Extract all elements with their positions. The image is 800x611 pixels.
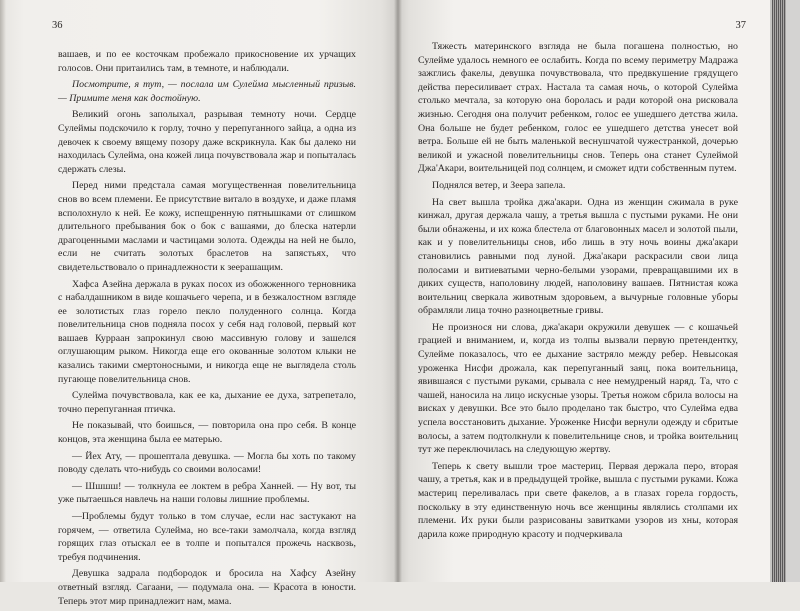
right-page-text [418,40,738,544]
left-page-text [58,48,356,611]
book-page-edges [770,0,800,582]
paragraph: Сулейма почувствовала, как ее ка, дыхание ее духа, затрепетало, точно перепуганная птичка. [58,390,356,415]
paragraph: Не показывай, что боишься, — повторила она про себя. В конце концов, эта женщина была ее матерью. [58,420,356,446]
paragraph: Девушка задрала подбородок и бросила на Хафсу Азейну ответный взгляд. Сагаани, — подумала она. — Красота в юности. Теперь этот мир принадлежит нам, мама. [58,568,356,607]
paragraph: — Йех Ату, — прошептала девушка. — Могла бы хоть по такому поводу сделать что-нибудь со своими волосами! [58,450,356,476]
paragraph: Теперь к свету вышли трое мастериц. Первая держала перо, вторая чашу, а третья, как и в предыдущей тройке, вышла с пустыми руками. Кожа мастериц переливалась при свете факелов, а в глазах горела гордость, поскольку в эту единственную ночь все женщины являлись столпами их племени. Их руки были разрисованы завитками узоров из хны, которая дарила коже природную красоту и подчеркивала [418,460,738,540]
paragraph: — Шшшш! — толкнула ее локтем в ребра Ханней. — Ну вот, ты уже пытаешься навлечь на наши головы лишние проблемы. [58,480,356,506]
right-page [398,0,770,582]
paragraph: Хафса Азейна держала в руках посох из обожженного терновника с набалдашником в виде кошачьего черепа, и в безжалостном взгляде ее золотистых глаз горело пекло полуденного солнца. Когда повелительница снов подняла посох у себя над головой, первый кот вашаев Курраан запрокинул свою массивную голову и зашелся оглушающим рыком. Никогда еще его окованные золотом клыки не казались такими смертоносными, и никогда еще не выглядела столь пугающе повелительница снов. [58,278,356,385]
italic-thought: Посмотрите, я тут, — послала им Сулейма мысленный призыв. — Примите меня как достойную. [58,79,356,104]
page-stack [772,0,786,582]
left-page [0,0,398,607]
paragraph [58,78,356,105]
paragraph: На свет вышла тройка джа'акари. Одна из женщин сжимала в руке кинжал, другая держала чашу, а третья вышла с пустыми руками. Не они были обнажены, и их кожа блестела от благовонных масел и золотой пыли, как и у повелительницы снов, ибо лишь в эту ночь воины джа'акари становились равными под луной. Джа'акари раскрасили свои лица полосами и витиеватыми черно-белыми узорами, превращавшими их в диких существ, наполовину людей, наполовину вашаев. Пятнистая кожа воительниц сверкала животным здоровьем, а вычурные головные уборы обрамляли лица точно разноцветные гривы. [418,196,738,317]
paragraph: Поднялся ветер, и Зеера запела. [432,179,566,191]
paragraph: Перед ними предстала самая могущественная повелительница снов во всем племени. Ее присутствие витало в воздухе, и даже пламя всполохнуло к ней. Ее кожу, испещренную пятнышками от слишком длительного пребывания бок о бок с вашаями, до блеска натерли драгоценными маслами и частицами золота. Одежды на ней не было, если не считать золотых браслетов на запястьях, что свидетельствовало о принадлежности к зеерашащим. [58,180,356,273]
paragraph: вашаев, и по ее косточкам пробежало прикосновение их урчащих голосов. Они притаились там, в темноте, и наблюдали. [58,49,356,74]
page-number-right: 37 [735,20,746,31]
book-gutter [394,0,402,582]
page-number-left: 36 [52,20,63,31]
paragraph: Великий огонь заполыхал, разрывая темноту ночи. Сердце Сулеймы подскочило к горлу, точно у перепуганного зайца, а одна из девочек к своему вящему позору даже вскрикнула. Как бы далеко ни находилась Сулейма, она кожей лица почувствовала жар и попыталась сдержать слезы. [58,109,356,175]
background-rim [786,0,800,582]
paragraph: —Проблемы будут только в том случае, если нас застукают на горячем, — ответила Сулейма, но все-таки замолчала, когда взгляд горящих глаз отыскал ее в толпе и попытался прожечь насквозь, требуя подчинения. [58,511,356,563]
paragraph: Тяжесть материнского взгляда не была погашена полностью, но Сулейме удалось немного ее ослабить. Когда по всему периметру Мадража зажглись факелы, девушка почувствовала, что предвкушение грядущего действа пересиливает страх. Настала та самая ночь, о которой Сулейма столько мечтала, за которую она боролась и ради которой она рисковала жизнью. Сегодня она получит ребенком, голос ее ушедшего детства жила. Она больше не будет ребенком, голос ее ушедшего детства унесет вой ветра. Больше ей не быть маленькой веснушчатой чужестранкой, дочерью великой и ужасной повелительницы снов. Теперь она станет Сулеймой Джа'Акари, воительницей под солнцем, и сможет идти собственным путем. [418,41,738,175]
page-edge-shadow [0,0,6,582]
paragraph: Не произнося ни слова, джа'акари окружили девушек — с кошачьей грацией и вниманием, и, когда из толпы вызвали первую претендентку, Сулейме показалось, что ее дыхание застряло между ребер. Невысокая уроженка Нисфи дрожала, как перепуганный заяц, пока воительница, явившаяся с пустыми руками, срывала с нее немудреный наряд. Та, что с чашей, наносила на лицо искусные узоры. Третья ножом сбрила волосы на висках у девушки. Все это было проделано так быстро, что Сулейма едва успела восстановить дыхание. Уроженке Нисфи вернули одежду и сбритые волосы, а затем подтолкнули к повелительнице снов, и тройка воительниц тут же переключилась на следующую жертву. [418,321,738,456]
